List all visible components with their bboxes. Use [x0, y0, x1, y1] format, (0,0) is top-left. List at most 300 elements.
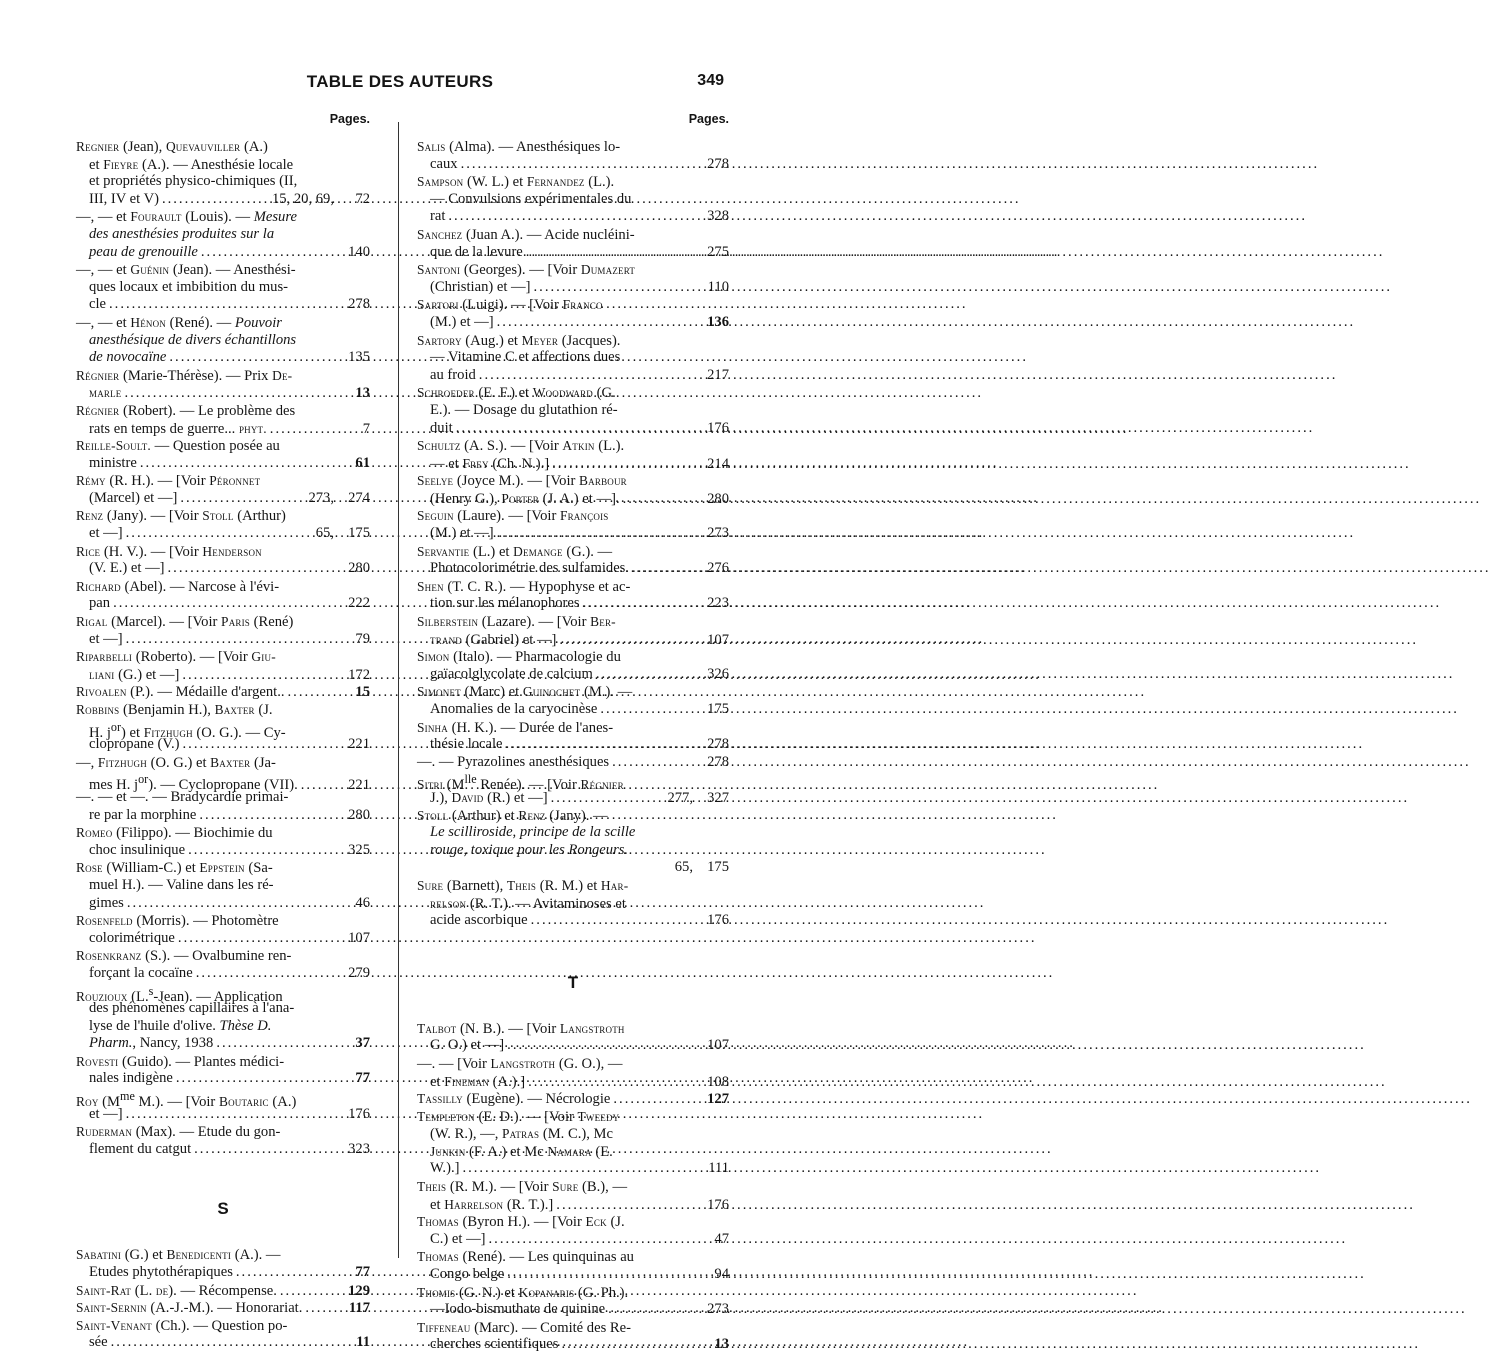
text-fragment: et [430, 1073, 445, 1090]
author-name: Rémy [76, 473, 106, 489]
entry-text [89, 1264, 233, 1282]
text-fragment: M.). — [Voir [134, 1093, 219, 1110]
entry-text [430, 156, 458, 174]
text-fragment: nales indigène [89, 1070, 173, 1087]
index-entry [417, 1055, 729, 1090]
entry-line [76, 490, 370, 508]
entry-text [76, 437, 280, 456]
index-entry [417, 1090, 729, 1108]
entry-text [89, 1141, 191, 1159]
text-fragment: —. — [Voir [417, 1055, 491, 1072]
text-fragment: (M.). — [580, 684, 633, 701]
entry-text [430, 314, 494, 332]
entry-text [430, 701, 597, 719]
leader-dots [125, 385, 346, 403]
entry-line [417, 349, 729, 367]
text-fragment: Anomalies de la caryocinèse [430, 701, 598, 717]
text-fragment: (J. [606, 1214, 625, 1231]
entry-text [430, 842, 628, 860]
author-name: Ruderman [76, 1124, 133, 1140]
author-name: Régnier [580, 777, 624, 793]
author-name: Péronnet [209, 473, 261, 489]
text-fragment: (Max). — Etude du gon- [132, 1124, 281, 1141]
superscript: lle [464, 772, 477, 787]
text-fragment: et —] [89, 1105, 123, 1122]
leader-dots [109, 296, 345, 314]
entry-text [76, 683, 285, 702]
text-fragment: (S.). — Ovalbumine ren- [141, 948, 292, 965]
author-name: Baxter [210, 754, 251, 770]
index-entry [417, 648, 729, 683]
text-fragment: peau de grenouille [89, 243, 198, 260]
text-fragment: rats en temps de guerre... [89, 420, 239, 437]
entry-text [89, 736, 180, 754]
entry-text [430, 1336, 558, 1354]
page-ref: 325 [348, 841, 370, 858]
entry-line [417, 1143, 729, 1161]
index-entry [417, 332, 729, 385]
text-fragment: (A.). — [231, 1247, 281, 1264]
entry-line [76, 578, 370, 596]
text-fragment: acide ascorbique [430, 912, 528, 929]
entry-line [417, 1196, 729, 1214]
page-ref: 110 [707, 278, 729, 295]
author-name: Richard [76, 578, 121, 594]
entry-line [76, 543, 370, 561]
entry-text [76, 754, 276, 773]
entry-text [417, 1178, 627, 1197]
author-name: Simon [417, 649, 450, 665]
entry-text [430, 824, 635, 842]
text-fragment: thésie locale [430, 736, 503, 753]
text-fragment: Renée). — [Voir [476, 777, 581, 794]
text-fragment: anesthésique de divers échantillons [89, 331, 297, 348]
entry-line [76, 683, 370, 701]
index-entry [76, 613, 370, 648]
page-ref: 108 [707, 1073, 729, 1090]
text-fragment: (M. C.), Mc [539, 1126, 613, 1143]
text-fragment: muel H.). — Valine dans les ré- [89, 876, 274, 893]
entry-line [417, 666, 729, 684]
author-name: Meyer [521, 332, 559, 348]
superscript: s [148, 983, 154, 998]
author-name: Simonet [417, 684, 461, 700]
text-fragment: (R. T.).] [503, 1196, 554, 1213]
entry-text [89, 420, 267, 439]
page-ref: 278 [707, 155, 729, 172]
entry-text [89, 296, 106, 314]
page-ref: 37 [355, 1035, 370, 1052]
text-fragment: —, [76, 754, 98, 771]
page-ref: 175 [348, 525, 370, 542]
entry-text [430, 1073, 525, 1092]
entry-text [272, 191, 334, 209]
text-fragment: (Louis). — [181, 209, 254, 226]
author-name: David [451, 789, 484, 805]
author-name: Benedicenti [166, 1247, 232, 1263]
entry-text [430, 525, 494, 543]
leader-dots [506, 736, 704, 754]
text-fragment: (H. V.). — [Voir [100, 543, 203, 560]
leader-dots [534, 279, 704, 297]
index-entry [417, 1020, 729, 1055]
leader-dots [612, 754, 704, 772]
index-entry [76, 1299, 370, 1317]
index-entry [76, 507, 370, 542]
entry-line [417, 824, 729, 842]
index-entry [76, 367, 370, 402]
author-name: Theis [417, 1179, 447, 1195]
index-entry [76, 261, 370, 314]
entry-text [89, 631, 123, 649]
text-fragment: (O. G.). — Cy- [192, 724, 286, 741]
text-fragment: (Roberto). — [Voir [132, 649, 252, 666]
entry-line [417, 1108, 729, 1126]
entry-text [89, 666, 179, 685]
entry-line [76, 156, 370, 174]
leader-dots [559, 632, 704, 650]
text-fragment: (P.). — Médaille d'argent.. [126, 684, 285, 701]
entry-line [417, 226, 729, 244]
index-entry [417, 771, 729, 806]
leader-dots [613, 1091, 704, 1109]
entry-text [89, 156, 293, 175]
text-fragment: (T. C. R.). — Hypophyse et ac- [443, 578, 631, 595]
entry-line [76, 420, 370, 438]
entry-text [76, 1317, 287, 1336]
entry-text [76, 261, 296, 280]
index-entry [76, 947, 370, 982]
entry-text [430, 208, 445, 226]
author-name: Robbins [76, 702, 120, 717]
entry-line [417, 314, 729, 332]
author-name: Baxter [214, 702, 255, 717]
entry-text [89, 1035, 213, 1053]
leader-dots [236, 1264, 345, 1282]
entry-line [417, 1073, 729, 1091]
entry-line [76, 472, 370, 490]
text-fragment: (Luigi). — [Voir [458, 297, 563, 314]
page-ref: 111 [708, 1160, 729, 1177]
entry-text [417, 472, 627, 491]
leader-dots [162, 191, 269, 209]
entry-text [430, 631, 556, 650]
leader-dots [448, 208, 704, 226]
entry-text [417, 507, 609, 526]
leader-dots [194, 1141, 345, 1159]
text-fragment: (Marie-Thérèse). — Prix [119, 367, 273, 384]
text-fragment: (E. D.). — [Voir [474, 1108, 578, 1125]
entry-text [417, 578, 630, 597]
entry-line [76, 1334, 370, 1352]
entry-line [417, 1020, 729, 1038]
entry-line [76, 384, 370, 402]
index-entry [76, 208, 370, 261]
index-entry [417, 437, 729, 472]
text-fragment: (M.) et —] [430, 525, 494, 542]
entry-line [76, 595, 370, 613]
leader-dots [556, 1197, 704, 1215]
page-ref: 135 [348, 349, 370, 366]
entry-text [417, 437, 624, 456]
entry-text [430, 1301, 605, 1319]
entry-line [417, 701, 729, 719]
author-name: Seguin [417, 508, 454, 524]
author-name: Sanchez [417, 226, 463, 242]
leader-dots [169, 349, 345, 367]
entry-line [417, 912, 729, 930]
text-fragment: (Henry G.), [430, 490, 502, 507]
text-fragment: — Question posée au [150, 438, 280, 455]
entry-line [76, 173, 370, 191]
leader-dots [216, 1035, 345, 1053]
page-header [0, 72, 800, 102]
entry-line [76, 842, 370, 860]
page-ref: 278 [348, 296, 370, 313]
text-fragment: (Arthur) [233, 508, 286, 525]
index-entry [76, 1317, 370, 1352]
page-ref: 107 [348, 929, 370, 946]
entry-text [430, 367, 476, 385]
entry-line [76, 1106, 370, 1124]
entry-text [89, 279, 288, 297]
entry-line [417, 208, 729, 226]
author-name: Thomis [417, 1284, 456, 1300]
entry-text [430, 455, 549, 474]
text-fragment: ). — Cyclopropane (VII). [148, 777, 298, 794]
entry-text [76, 1053, 284, 1072]
text-fragment: (G.). — [562, 543, 613, 560]
leader-dots [126, 631, 345, 649]
entry-line [76, 191, 370, 209]
page-ref: 223 [707, 595, 729, 612]
text-fragment: W.).] [430, 1160, 460, 1177]
author-name: Hénon [130, 314, 166, 330]
right-column [417, 112, 729, 1354]
entry-text [417, 1319, 631, 1338]
entry-line [76, 296, 370, 314]
author-name: Fineman [444, 1073, 490, 1089]
leader-dots [497, 525, 704, 543]
text-fragment: (Lazare). — [Voir [478, 614, 591, 631]
entry-text [417, 1248, 634, 1267]
author-name: Rosenkranz [76, 948, 142, 964]
text-fragment: (Ja- [250, 754, 276, 771]
author-name: Fitzhugh [143, 724, 193, 740]
entry-text [430, 191, 631, 209]
text-fragment: — Vitamine C et affections dues [430, 349, 621, 366]
text-fragment: (Arthur) et [448, 807, 519, 824]
author-name: de [155, 1282, 169, 1298]
leader-dots [526, 244, 704, 262]
author-name: Rose [76, 860, 103, 876]
index-entry [417, 613, 729, 648]
author-name: Quevauviller [165, 139, 241, 154]
index-entry [417, 807, 729, 877]
entry-text [417, 138, 620, 157]
entry-text [316, 525, 334, 543]
page-ref: 15 [355, 684, 370, 701]
text-fragment: (R.) et —] [483, 789, 548, 806]
page-ref: 280 [707, 490, 729, 507]
entry-line [76, 525, 370, 543]
text-fragment: G. O.) et —] [430, 1037, 505, 1054]
author-name: Régnier [76, 367, 120, 383]
index-entry [417, 472, 729, 507]
page-ref: 140 [348, 243, 370, 260]
author-name: Harrelson [444, 1196, 504, 1212]
text-fragment: C.) et —] [430, 1230, 486, 1247]
leader-dots [462, 1160, 704, 1178]
author-name: Sitri [417, 777, 443, 793]
text-fragment: (M [442, 777, 465, 794]
page-ref: 47 [714, 1230, 729, 1247]
entry-line [76, 138, 370, 156]
text-fragment: Photocolorimétrie des sulfamides. [430, 560, 630, 577]
entry-text [76, 1282, 277, 1301]
entry-text [417, 683, 632, 702]
leader-dots [528, 1074, 704, 1092]
text-fragment: (Benjamin H.), [119, 702, 215, 718]
entry-line [417, 895, 729, 913]
entry-line [417, 578, 729, 596]
index-entry [417, 1108, 729, 1178]
page-ref: 176 [348, 1105, 370, 1122]
page-ref: 7 [362, 420, 370, 437]
author-name: Theis [506, 877, 537, 893]
leader-dots [551, 790, 665, 808]
page-ref: 136 [707, 313, 729, 330]
entry-text [76, 208, 297, 227]
text-fragment: (Robert). — Le problème des [119, 402, 296, 419]
leader-dots [111, 1334, 345, 1352]
text-fragment: et propriétés physico-chimiques (II, [89, 173, 298, 190]
leader-dots [178, 930, 345, 948]
entry-line [417, 789, 729, 807]
text-fragment: (R. M.). — [Voir [446, 1179, 553, 1196]
text-fragment: Pouvoir [234, 314, 282, 331]
pages-column-label: Pages. [688, 112, 729, 126]
author-name: Templeton [417, 1108, 475, 1124]
text-fragment: (Marc). — Comité des Re- [470, 1319, 631, 1336]
entry-line [417, 1037, 729, 1055]
entry-line [76, 349, 370, 367]
author-name: Tweedy [577, 1108, 620, 1124]
text-fragment: rat [430, 208, 446, 225]
entry-text [430, 279, 531, 297]
entry-text [430, 244, 523, 262]
author-name: Dumazert [580, 262, 636, 278]
text-fragment: —. — et —. — Bradycardie primai- [76, 788, 289, 805]
page-ref: 278 [707, 753, 729, 770]
author-name: liani [89, 666, 115, 682]
entry-line [76, 631, 370, 649]
author-name: Fourault [130, 209, 182, 225]
page-number: 349 [697, 72, 724, 89]
text-fragment: Etudes phytothérapiques [89, 1264, 233, 1281]
author-name: Demange [513, 543, 563, 559]
index-entry [76, 859, 370, 912]
entry-text [417, 1090, 610, 1109]
entry-line [417, 1231, 729, 1249]
entry-text [89, 560, 165, 578]
entry-line [76, 701, 370, 719]
index-entry [417, 226, 729, 261]
author-name: Rouzioux [76, 988, 128, 1004]
text-fragment: Thèse D. [219, 1017, 272, 1034]
text-fragment: (Italo). — Pharmacologie du [449, 649, 621, 666]
entry-text [417, 719, 613, 738]
entry-line [76, 736, 370, 754]
author-name: Sinha [417, 719, 448, 735]
entry-line [76, 912, 370, 930]
page-ref: 94 [714, 1266, 729, 1283]
entry-text [675, 859, 693, 877]
text-fragment: (J. A.) et —]. [538, 490, 620, 507]
page-ref: 221 [348, 736, 370, 753]
text-fragment: des anesthésies produites sur la [89, 225, 275, 242]
page-ref: 107 [707, 1037, 729, 1054]
entry-text [76, 613, 293, 632]
text-fragment: (Ch. N.).] [488, 455, 550, 472]
entry-text [89, 1334, 108, 1352]
entry-line [417, 613, 729, 631]
entry-line [417, 138, 729, 156]
entry-line [417, 455, 729, 473]
leader-dots [489, 1231, 704, 1249]
text-fragment: 65, [315, 525, 334, 542]
author-name: Rivoalen [76, 684, 127, 700]
leader-dots [456, 420, 704, 438]
leader-dots [196, 965, 345, 983]
text-fragment: (Jean), [119, 139, 166, 155]
entry-text [76, 472, 260, 491]
entry-line [417, 719, 729, 737]
page-ref: 13 [355, 385, 370, 402]
entry-line [417, 560, 729, 578]
text-fragment: (W. L.) et [463, 174, 527, 191]
author-name: Regnier [76, 139, 120, 154]
page-ref: 327 [707, 789, 729, 806]
text-fragment: (Joyce M.). — [Voir [453, 473, 580, 490]
entry-line [417, 807, 729, 825]
entry-text [76, 947, 291, 966]
entry-text [89, 930, 175, 948]
entry-line [417, 332, 729, 350]
entry-text [430, 490, 620, 509]
text-fragment: (L.). [594, 438, 625, 455]
entry-line [417, 1248, 729, 1266]
left-column [76, 112, 370, 1352]
author-name: Langstroth [490, 1055, 556, 1071]
index-entry [417, 261, 729, 296]
entry-line [417, 842, 729, 860]
index-entry [417, 543, 729, 578]
entry-line [417, 507, 729, 525]
page-title: TABLE DES AUTEURS [306, 72, 494, 91]
leader-dots [280, 1283, 345, 1301]
leader-dots [632, 560, 704, 578]
page-ref: 214 [707, 455, 729, 472]
entry-line [76, 226, 370, 244]
entry-line [76, 807, 370, 825]
entry-line [417, 1160, 729, 1178]
author-name: Shen [417, 578, 444, 594]
text-fragment: (Jany). — [545, 807, 608, 824]
page-ref: 276 [707, 560, 729, 577]
author-name: Riparbelli [76, 649, 133, 665]
page-ref: 127 [707, 1091, 729, 1108]
